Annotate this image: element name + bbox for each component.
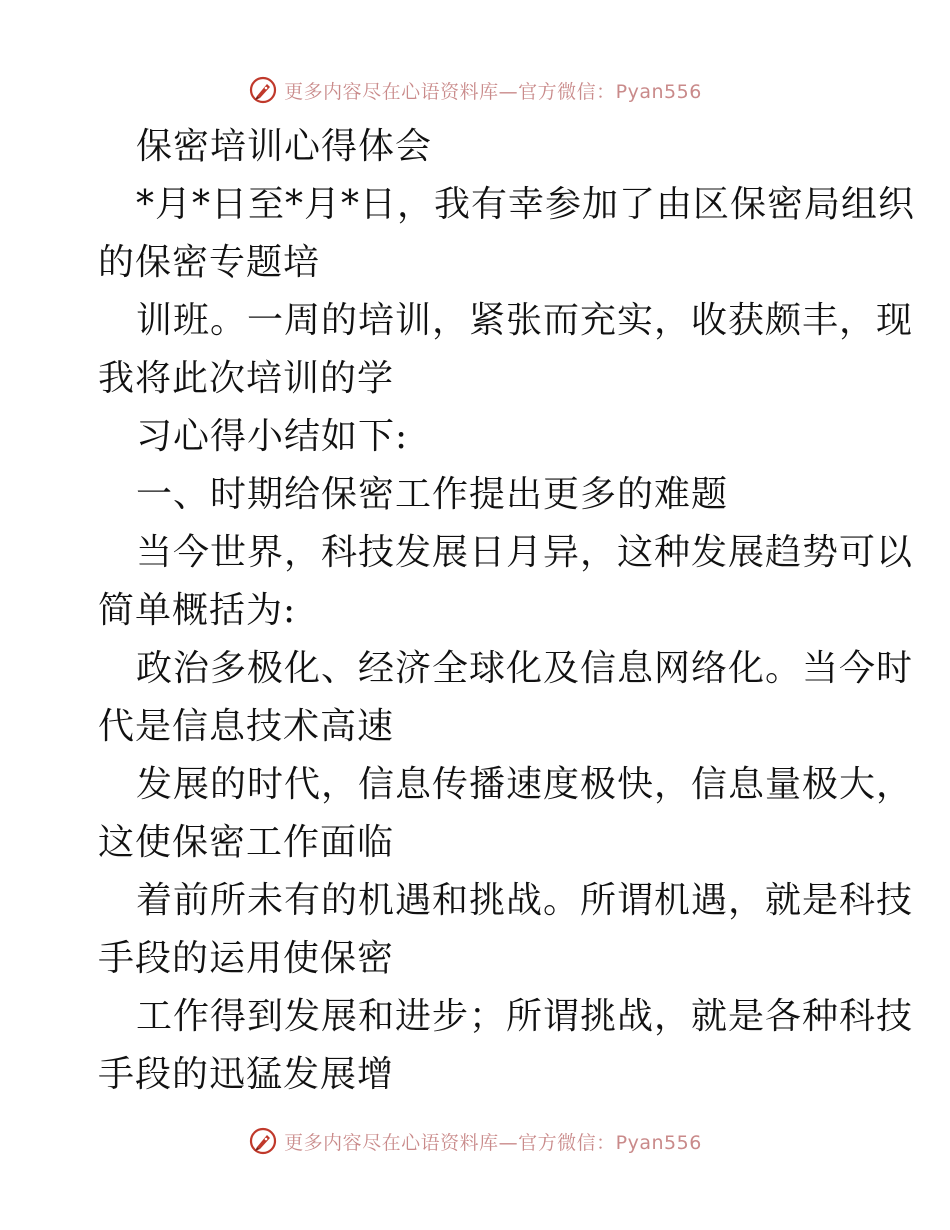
text-line: 训班。一周的培训，紧张而充实，收获颇丰，现 xyxy=(136,300,914,341)
pen-nib-logo-icon xyxy=(248,1126,278,1156)
text-line: 习心得小结如下: xyxy=(136,416,409,457)
text-line: 发展的时代，信息传播速度极快，信息量极大， xyxy=(136,764,914,805)
pen-nib-logo-icon xyxy=(248,75,278,105)
watermark-text: 更多内容尽在心语资料库—官方微信：Pyan556 xyxy=(284,1131,702,1154)
watermark-header xyxy=(0,70,950,110)
watermark-footer xyxy=(0,1121,950,1161)
text-line: 这使保密工作面临 xyxy=(98,822,395,863)
text-line: 手段的运用使保密 xyxy=(98,938,395,979)
text-line: 代是信息技术高速 xyxy=(98,706,395,747)
text-line: 我将此次培训的学 xyxy=(98,358,395,399)
text-line: 手段的迅猛发展增 xyxy=(98,1054,395,1095)
text-line: 保密培训心得体会 xyxy=(136,126,433,167)
text-line: 政治多极化、经济全球化及信息网络化。当今时 xyxy=(136,648,914,689)
text-line: 简单概括为: xyxy=(98,590,297,631)
watermark-text: 更多内容尽在心语资料库—官方微信：Pyan556 xyxy=(284,80,702,103)
document-body xyxy=(98,118,916,1104)
text-line: 着前所未有的机遇和挑战。所谓机遇，就是科技 xyxy=(136,880,914,921)
text-line: 工作得到发展和进步；所谓挑战，就是各种科技 xyxy=(136,996,914,1037)
text-line: 一、时期给保密工作提出更多的难题 xyxy=(136,474,729,515)
text-line: *月*日至*月*日，我有幸参加了由区保密局组织 xyxy=(136,184,916,225)
text-line: 的保密专题培 xyxy=(98,242,321,283)
text-line: 当今世界，科技发展日月异，这种发展趋势可以 xyxy=(136,532,914,573)
